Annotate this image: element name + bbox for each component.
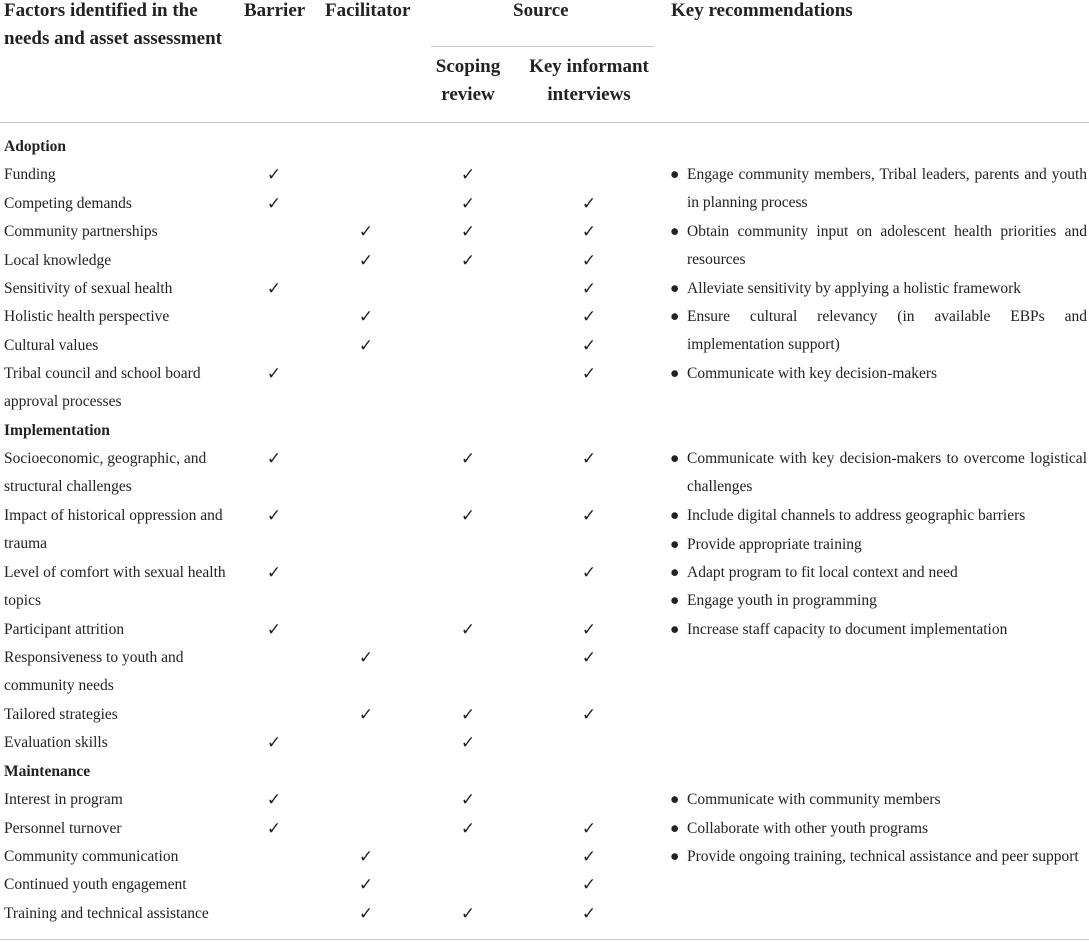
recommendation-item xyxy=(670,531,1087,559)
recommendation-text: Engage community members, Tribal leaders, parents and youth in planning process xyxy=(687,166,1087,212)
scoping-check-mark: ✓ xyxy=(460,165,476,185)
scoping-check-mark: ✓ xyxy=(460,705,476,724)
factor-label: Responsiveness to youth and community needs xyxy=(4,649,184,695)
facilitator-check-mark: ✓ xyxy=(358,847,374,866)
header-barrier: Barrier xyxy=(244,0,306,21)
section-heading-maintenance: Maintenance xyxy=(4,762,91,780)
factor-label: Impact of historical oppression and trauma xyxy=(4,507,223,553)
bullet-icon: ● xyxy=(670,507,680,525)
barrier-check-mark: ✓ xyxy=(266,818,282,838)
facilitator-check-mark: ✓ xyxy=(358,875,374,895)
bullet-icon: ● xyxy=(670,620,680,638)
scoping-check-mark: ✓ xyxy=(460,250,476,270)
facilitator-check-mark: ✓ xyxy=(358,903,374,923)
factor-label: Cultural values xyxy=(4,336,99,354)
recommendation-item xyxy=(670,843,1087,871)
factor-label: Personnel turnover xyxy=(4,819,122,837)
barrier-check-mark: ✓ xyxy=(266,733,282,753)
interviews-check-mark: ✓ xyxy=(581,250,597,270)
facilitator-check-mark: ✓ xyxy=(358,648,374,668)
bullet-icon: ● xyxy=(670,592,680,610)
recommendation-text: Provide ongoing training, technical assistance and peer support xyxy=(687,848,1079,865)
scoping-check-mark: ✓ xyxy=(460,818,476,838)
factor-label: Training and technical assistance xyxy=(4,904,209,922)
facilitator-check-mark: ✓ xyxy=(358,335,374,355)
factor-label: Local knowledge xyxy=(4,251,112,269)
factor-label: Community partnerships xyxy=(4,223,158,241)
interviews-check-mark: ✓ xyxy=(581,449,597,469)
recommendation-text: Engage youth in programming xyxy=(687,592,877,610)
barrier-check-mark: ✓ xyxy=(266,165,282,185)
bullet-icon: ● xyxy=(670,308,680,326)
bullet-icon: ● xyxy=(670,819,680,837)
header-scoping-review: Scoping review xyxy=(435,56,501,105)
interviews-check-mark: ✓ xyxy=(581,279,597,298)
interviews-check-mark: ✓ xyxy=(581,903,597,923)
scoping-check-mark: ✓ xyxy=(460,449,476,469)
factor-label: Socioeconomic, geographic, and structural challenges xyxy=(4,450,207,496)
barrier-check-mark: ✓ xyxy=(266,279,282,298)
table-bottom-rule xyxy=(0,939,1089,940)
scoping-check-mark: ✓ xyxy=(460,619,476,639)
interviews-check-mark: ✓ xyxy=(581,222,597,242)
factor-label: Holistic health perspective xyxy=(4,308,170,326)
recommendation-item xyxy=(670,559,1087,587)
interviews-check-mark: ✓ xyxy=(581,648,597,668)
interviews-check-mark: ✓ xyxy=(581,705,597,724)
recommendation-item xyxy=(670,815,1087,843)
factor-label: Competing demands xyxy=(4,194,132,212)
header-factors: Factors identified in the needs and asset assessment xyxy=(4,0,222,49)
recommendation-item xyxy=(670,616,1087,644)
scoping-check-mark: ✓ xyxy=(460,903,476,923)
recommendation-text: Provide appropriate training xyxy=(687,535,862,553)
recommendation-text: Include digital channels to address geographic barriers xyxy=(687,507,1026,525)
recommendation-item xyxy=(670,275,1087,303)
scoping-check-mark: ✓ xyxy=(460,733,476,753)
barrier-check-mark: ✓ xyxy=(266,563,282,582)
barrier-check-mark: ✓ xyxy=(266,619,282,639)
header-facilitator: Facilitator xyxy=(325,0,411,21)
bullet-icon: ● xyxy=(670,365,680,383)
recommendation-text: Collaborate with other youth programs xyxy=(687,819,929,837)
barrier-check-mark: ✓ xyxy=(266,193,282,213)
facilitator-check-mark: ✓ xyxy=(358,250,374,270)
scoping-check-mark: ✓ xyxy=(460,790,476,810)
bullet-icon: ● xyxy=(670,791,680,809)
bullet-icon: ● xyxy=(670,223,680,241)
factor-label: Funding xyxy=(4,166,56,184)
factor-label: Evaluation skills xyxy=(4,734,108,752)
scoping-check-mark: ✓ xyxy=(460,222,476,242)
recommendation-item xyxy=(670,587,1087,615)
recommendation-item xyxy=(670,161,1087,217)
recommendation-text: Obtain community input on adolescent health priorities and resources xyxy=(687,223,1087,269)
interviews-check-mark: ✓ xyxy=(581,818,597,838)
factor-label: Continued youth engagement xyxy=(4,876,187,894)
factor-label: Tailored strategies xyxy=(4,706,118,723)
recommendation-item xyxy=(670,218,1087,274)
header-source: Source xyxy=(513,0,569,21)
interviews-check-mark: ✓ xyxy=(581,193,597,213)
barrier-check-mark: ✓ xyxy=(266,449,282,469)
facilitator-check-mark: ✓ xyxy=(358,307,374,327)
recommendation-item xyxy=(670,360,1087,388)
header-bottom-rule xyxy=(0,122,1089,123)
bullet-icon: ● xyxy=(670,848,680,865)
recommendation-text: Alleviate sensitivity by applying a holistic framework xyxy=(687,280,1022,297)
bullet-icon: ● xyxy=(670,535,680,553)
recommendation-item xyxy=(670,502,1087,530)
recommendation-text: Communicate with key decision-makers to overcome logistical challenges xyxy=(687,450,1087,496)
factor-label: Participant attrition xyxy=(4,620,125,638)
interviews-check-mark: ✓ xyxy=(581,335,597,355)
recommendation-text: Communicate with community members xyxy=(687,791,941,809)
scoping-check-mark: ✓ xyxy=(460,506,476,526)
interviews-check-mark: ✓ xyxy=(581,875,597,895)
interviews-check-mark: ✓ xyxy=(581,563,597,582)
recommendation-text: Adapt program to fit local context and need xyxy=(687,564,958,581)
bullet-icon: ● xyxy=(670,564,680,581)
bullet-icon: ● xyxy=(670,166,680,184)
factor-label: Community communication xyxy=(4,848,179,865)
bullet-icon: ● xyxy=(670,280,680,297)
interviews-check-mark: ✓ xyxy=(581,619,597,639)
factor-label: Tribal council and school board approval processes xyxy=(4,365,201,411)
barrier-check-mark: ✓ xyxy=(266,506,282,526)
interviews-check-mark: ✓ xyxy=(581,364,597,384)
recommendation-text: Communicate with key decision-makers xyxy=(687,365,938,383)
interviews-check-mark: ✓ xyxy=(581,307,597,327)
factor-label: Sensitivity of sexual health xyxy=(4,280,173,297)
source-header-rule xyxy=(431,46,654,47)
recommendation-text: Ensure cultural relevancy (in available EBPs and implementation support) xyxy=(687,308,1087,354)
section-heading-implementation: Implementation xyxy=(4,422,110,439)
interviews-check-mark: ✓ xyxy=(581,506,597,526)
factor-label: Interest in program xyxy=(4,791,123,809)
bullet-icon: ● xyxy=(670,450,680,468)
factor-label: Level of comfort with sexual health topics xyxy=(4,564,226,609)
recommendation-item xyxy=(670,303,1087,359)
interviews-check-mark: ✓ xyxy=(581,847,597,866)
header-recommendations: Key recommendations xyxy=(671,0,853,21)
scoping-check-mark: ✓ xyxy=(460,193,476,213)
barrier-check-mark: ✓ xyxy=(266,790,282,810)
section-heading-adoption: Adoption xyxy=(4,138,67,155)
recommendation-text: Increase staff capacity to document implementation xyxy=(687,620,1008,638)
recommendation-item xyxy=(670,786,1087,814)
recommendation-item xyxy=(670,445,1087,501)
header-key-informant-interviews: Key informant interviews xyxy=(529,56,649,105)
facilitator-check-mark: ✓ xyxy=(358,705,374,724)
facilitator-check-mark: ✓ xyxy=(358,222,374,242)
barrier-check-mark: ✓ xyxy=(266,364,282,384)
